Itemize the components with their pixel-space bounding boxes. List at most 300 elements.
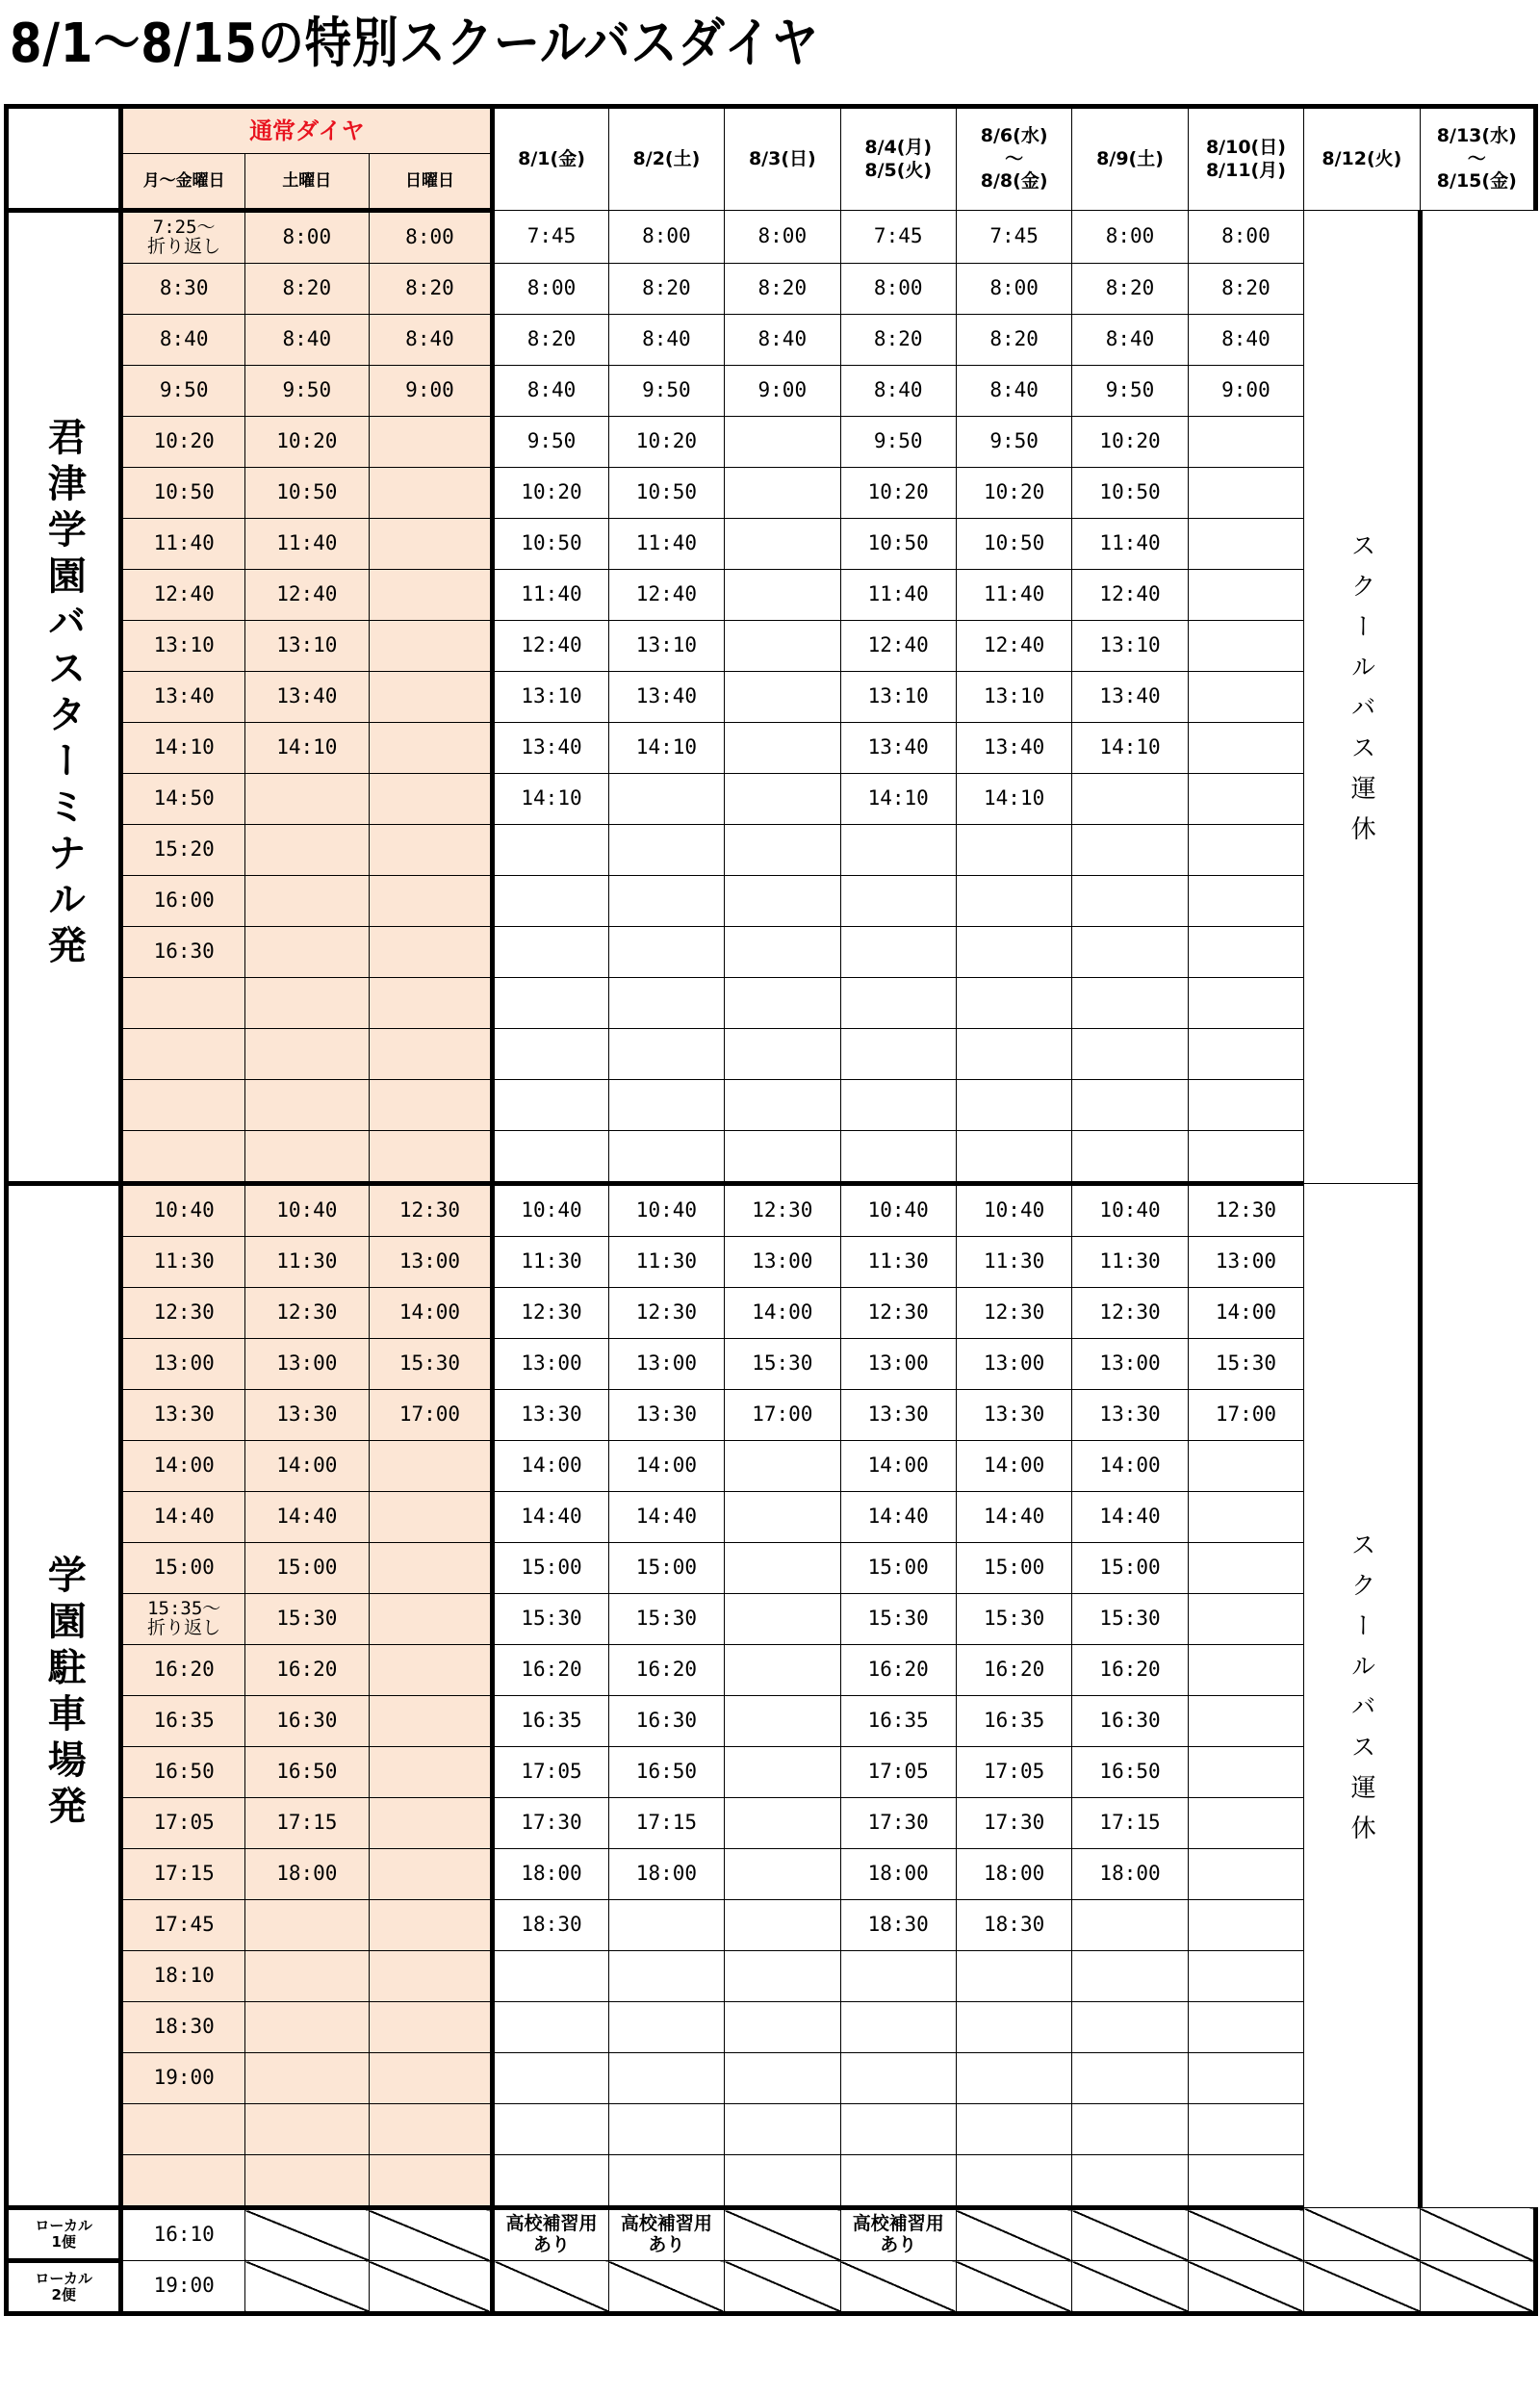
time-cell: 8:00 bbox=[956, 264, 1071, 315]
time-cell: 16:20 bbox=[840, 1645, 956, 1696]
time-cell: 12:40 bbox=[1072, 570, 1188, 621]
time-cell bbox=[369, 468, 493, 519]
time-cell: 10:50 bbox=[245, 468, 370, 519]
date-header: 8/2(土) bbox=[608, 107, 724, 211]
time-cell bbox=[840, 876, 956, 927]
time-cell bbox=[493, 2155, 608, 2208]
time-cell bbox=[369, 570, 493, 621]
time-cell bbox=[493, 2104, 608, 2155]
time-cell bbox=[725, 723, 840, 774]
time-cell: 17:45 bbox=[121, 1900, 245, 1951]
time-cell bbox=[369, 825, 493, 876]
time-cell: 11:40 bbox=[121, 519, 245, 570]
time-cell: 18:00 bbox=[608, 1849, 724, 1900]
time-cell bbox=[1188, 1747, 1303, 1798]
time-cell: 11:30 bbox=[608, 1237, 724, 1288]
time-cell: 15:20 bbox=[121, 825, 245, 876]
time-cell bbox=[608, 876, 724, 927]
time-cell bbox=[725, 468, 840, 519]
date-header: 8/12(火) bbox=[1304, 107, 1420, 211]
time-cell bbox=[608, 825, 724, 876]
time-cell: 16:35 bbox=[956, 1696, 1071, 1747]
time-cell bbox=[725, 1747, 840, 1798]
time-cell bbox=[245, 2155, 370, 2208]
time-cell bbox=[245, 1951, 370, 2002]
time-cell bbox=[369, 876, 493, 927]
normal-day-header: 月～金曜日 bbox=[121, 154, 245, 211]
suspended-note: スクールバス運休 bbox=[1304, 1184, 1420, 2208]
normal-day-header: 日曜日 bbox=[369, 154, 493, 211]
time-cell bbox=[956, 825, 1071, 876]
time-cell: 13:30 bbox=[840, 1390, 956, 1441]
time-cell bbox=[725, 978, 840, 1029]
time-cell: 8:00 bbox=[1072, 211, 1188, 264]
time-cell: 15:30 bbox=[493, 1594, 608, 1645]
time-cell bbox=[725, 2104, 840, 2155]
time-cell bbox=[840, 1029, 956, 1080]
time-cell bbox=[956, 927, 1071, 978]
time-cell: 15:00 bbox=[840, 1543, 956, 1594]
time-cell bbox=[369, 1798, 493, 1849]
time-cell: 10:40 bbox=[840, 1184, 956, 1237]
time-cell: 8:00 bbox=[608, 211, 724, 264]
time-cell bbox=[1188, 519, 1303, 570]
na-cell bbox=[369, 2261, 493, 2314]
time-cell: 17:30 bbox=[493, 1798, 608, 1849]
time-cell bbox=[121, 2155, 245, 2208]
time-cell bbox=[608, 774, 724, 825]
time-cell bbox=[608, 2104, 724, 2155]
time-cell bbox=[608, 1029, 724, 1080]
time-cell: 16:20 bbox=[608, 1645, 724, 1696]
time-cell bbox=[369, 519, 493, 570]
time-cell bbox=[245, 2002, 370, 2053]
time-cell: 10:20 bbox=[1072, 417, 1188, 468]
time-cell: 7:45 bbox=[840, 211, 956, 264]
time-cell bbox=[493, 2053, 608, 2104]
time-cell: 8:20 bbox=[956, 315, 1071, 366]
time-cell bbox=[608, 2002, 724, 2053]
time-cell: 15:00 bbox=[493, 1543, 608, 1594]
time-cell: 15:00 bbox=[1072, 1543, 1188, 1594]
time-cell: 10:20 bbox=[493, 468, 608, 519]
time-cell: 17:15 bbox=[608, 1798, 724, 1849]
time-cell: 14:00 bbox=[840, 1441, 956, 1492]
time-cell bbox=[493, 825, 608, 876]
date-header: 8/3(日) bbox=[725, 107, 840, 211]
time-cell: 17:05 bbox=[493, 1747, 608, 1798]
time-cell bbox=[245, 1080, 370, 1131]
local-note: 高校補習用 あり bbox=[493, 2208, 608, 2261]
time-cell bbox=[369, 1492, 493, 1543]
time-cell: 14:40 bbox=[956, 1492, 1071, 1543]
time-cell bbox=[1188, 1543, 1303, 1594]
time-cell: 13:10 bbox=[121, 621, 245, 672]
time-cell: 13:40 bbox=[956, 723, 1071, 774]
time-cell bbox=[956, 1080, 1071, 1131]
time-cell: 13:00 bbox=[725, 1237, 840, 1288]
time-cell: 8:40 bbox=[608, 315, 724, 366]
time-cell: 12:40 bbox=[121, 570, 245, 621]
time-cell bbox=[1188, 1492, 1303, 1543]
time-cell bbox=[725, 1492, 840, 1543]
time-cell: 12:30 bbox=[493, 1288, 608, 1339]
time-cell bbox=[369, 978, 493, 1029]
time-cell: 10:20 bbox=[956, 468, 1071, 519]
time-cell: 13:30 bbox=[1072, 1390, 1188, 1441]
time-cell: 10:40 bbox=[608, 1184, 724, 1237]
time-cell: 16:30 bbox=[121, 927, 245, 978]
time-cell: 15:30 bbox=[608, 1594, 724, 1645]
time-cell: 14:00 bbox=[245, 1441, 370, 1492]
time-cell bbox=[245, 876, 370, 927]
time-cell bbox=[725, 1029, 840, 1080]
time-cell bbox=[725, 2155, 840, 2208]
timetable bbox=[4, 104, 1538, 2316]
time-cell bbox=[608, 927, 724, 978]
time-cell: 8:00 bbox=[1188, 211, 1303, 264]
time-cell bbox=[369, 672, 493, 723]
time-cell: 18:00 bbox=[245, 1849, 370, 1900]
time-cell bbox=[725, 672, 840, 723]
time-cell: 16:20 bbox=[245, 1645, 370, 1696]
time-cell bbox=[1072, 2002, 1188, 2053]
time-cell: 16:50 bbox=[121, 1747, 245, 1798]
time-cell: 18:00 bbox=[493, 1849, 608, 1900]
time-cell bbox=[1072, 2155, 1188, 2208]
time-cell bbox=[369, 1029, 493, 1080]
time-cell: 15:00 bbox=[121, 1543, 245, 1594]
time-cell: 16:35 bbox=[840, 1696, 956, 1747]
time-cell bbox=[245, 774, 370, 825]
time-cell: 13:00 bbox=[608, 1339, 724, 1390]
time-cell: 13:40 bbox=[245, 672, 370, 723]
table-row bbox=[7, 1184, 1536, 1237]
time-cell: 13:30 bbox=[245, 1390, 370, 1441]
time-cell bbox=[840, 1131, 956, 1184]
time-cell bbox=[493, 876, 608, 927]
time-cell bbox=[725, 2002, 840, 2053]
local-note: 高校補習用 あり bbox=[608, 2208, 724, 2261]
na-cell bbox=[1188, 2261, 1303, 2314]
section-label: 学園駐車場発 bbox=[7, 1184, 121, 2208]
time-cell bbox=[369, 1543, 493, 1594]
time-cell bbox=[725, 1696, 840, 1747]
time-cell bbox=[1188, 1696, 1303, 1747]
time-cell bbox=[121, 1131, 245, 1184]
time-cell: 10:20 bbox=[245, 417, 370, 468]
time-cell bbox=[493, 927, 608, 978]
time-cell: 9:50 bbox=[121, 366, 245, 417]
time-cell bbox=[1188, 876, 1303, 927]
time-cell bbox=[245, 978, 370, 1029]
time-cell: 11:30 bbox=[840, 1237, 956, 1288]
time-cell: 13:40 bbox=[840, 723, 956, 774]
time-cell: 8:20 bbox=[1188, 264, 1303, 315]
time-cell bbox=[840, 978, 956, 1029]
time-cell: 14:00 bbox=[1188, 1288, 1303, 1339]
time-cell: 11:40 bbox=[956, 570, 1071, 621]
time-cell bbox=[369, 1696, 493, 1747]
time-cell bbox=[725, 1441, 840, 1492]
time-cell: 9:00 bbox=[369, 366, 493, 417]
time-cell bbox=[369, 1594, 493, 1645]
time-cell: 9:00 bbox=[725, 366, 840, 417]
time-cell bbox=[840, 927, 956, 978]
time-cell bbox=[608, 1900, 724, 1951]
date-header: 8/1(金) bbox=[493, 107, 608, 211]
time-cell: 16:20 bbox=[121, 1645, 245, 1696]
time-cell: 14:00 bbox=[956, 1441, 1071, 1492]
time-cell: 17:05 bbox=[956, 1747, 1071, 1798]
time-cell: 12:30 bbox=[245, 1288, 370, 1339]
time-cell bbox=[245, 825, 370, 876]
time-cell bbox=[1188, 1849, 1303, 1900]
date-header: 8/10(日) 8/11(月) bbox=[1188, 107, 1303, 211]
time-cell bbox=[245, 1900, 370, 1951]
time-cell bbox=[840, 825, 956, 876]
time-cell bbox=[369, 1900, 493, 1951]
time-cell bbox=[725, 927, 840, 978]
time-cell: 15:30 bbox=[1188, 1339, 1303, 1390]
time-cell: 15:30 bbox=[840, 1594, 956, 1645]
time-cell bbox=[608, 1080, 724, 1131]
time-cell: 12:40 bbox=[608, 570, 724, 621]
time-cell: 13:10 bbox=[493, 672, 608, 723]
time-cell: 12:30 bbox=[725, 1184, 840, 1237]
time-cell: 14:00 bbox=[369, 1288, 493, 1339]
na-cell bbox=[1420, 2261, 1535, 2314]
time-cell: 10:20 bbox=[608, 417, 724, 468]
na-cell bbox=[840, 2261, 956, 2314]
time-cell: 13:00 bbox=[1188, 1237, 1303, 1288]
time-cell: 13:00 bbox=[121, 1339, 245, 1390]
na-cell bbox=[1304, 2261, 1420, 2314]
time-cell bbox=[369, 2155, 493, 2208]
time-cell: 11:40 bbox=[608, 519, 724, 570]
na-cell bbox=[608, 2261, 724, 2314]
time-cell: 17:15 bbox=[245, 1798, 370, 1849]
time-cell: 18:30 bbox=[121, 2002, 245, 2053]
time-cell bbox=[1188, 927, 1303, 978]
time-cell: 16:50 bbox=[245, 1747, 370, 1798]
na-cell bbox=[1072, 2261, 1188, 2314]
time-cell bbox=[245, 2053, 370, 2104]
table-row bbox=[7, 211, 1536, 264]
time-cell bbox=[956, 2053, 1071, 2104]
local-time: 19:00 bbox=[121, 2261, 245, 2314]
time-cell bbox=[493, 978, 608, 1029]
time-cell bbox=[1072, 1951, 1188, 2002]
time-cell: 8:40 bbox=[725, 315, 840, 366]
time-cell: 17:30 bbox=[840, 1798, 956, 1849]
time-cell bbox=[493, 1131, 608, 1184]
time-cell bbox=[1188, 2104, 1303, 2155]
time-cell: 17:00 bbox=[1188, 1390, 1303, 1441]
time-cell: 14:50 bbox=[121, 774, 245, 825]
time-cell: 10:40 bbox=[1072, 1184, 1188, 1237]
time-cell: 8:00 bbox=[493, 264, 608, 315]
time-cell: 11:30 bbox=[245, 1237, 370, 1288]
time-cell bbox=[725, 519, 840, 570]
time-cell bbox=[369, 723, 493, 774]
time-cell: 15:30 bbox=[725, 1339, 840, 1390]
time-cell: 9:00 bbox=[1188, 366, 1303, 417]
time-cell bbox=[1072, 2104, 1188, 2155]
time-cell bbox=[840, 2053, 956, 2104]
time-cell bbox=[369, 1849, 493, 1900]
time-cell bbox=[1188, 1441, 1303, 1492]
time-cell: 7:45 bbox=[493, 211, 608, 264]
time-cell: 10:40 bbox=[245, 1184, 370, 1237]
time-cell: 13:40 bbox=[493, 723, 608, 774]
time-cell bbox=[1188, 2002, 1303, 2053]
time-cell bbox=[1188, 723, 1303, 774]
time-cell bbox=[1188, 570, 1303, 621]
time-cell: 8:40 bbox=[956, 366, 1071, 417]
time-cell: 12:30 bbox=[1072, 1288, 1188, 1339]
time-cell bbox=[369, 2002, 493, 2053]
na-cell bbox=[1420, 2208, 1535, 2261]
time-cell: 12:30 bbox=[369, 1184, 493, 1237]
time-cell: 14:10 bbox=[956, 774, 1071, 825]
time-cell: 16:35 bbox=[493, 1696, 608, 1747]
time-cell bbox=[608, 1951, 724, 2002]
time-cell: 18:00 bbox=[840, 1849, 956, 1900]
time-cell: 13:10 bbox=[956, 672, 1071, 723]
time-cell bbox=[369, 1080, 493, 1131]
time-cell bbox=[725, 570, 840, 621]
time-cell: 14:40 bbox=[840, 1492, 956, 1543]
time-cell: 12:40 bbox=[956, 621, 1071, 672]
time-cell: 13:00 bbox=[840, 1339, 956, 1390]
time-cell bbox=[725, 876, 840, 927]
time-cell: 8:40 bbox=[1072, 315, 1188, 366]
time-cell bbox=[493, 1029, 608, 1080]
time-cell: 10:40 bbox=[493, 1184, 608, 1237]
time-cell bbox=[493, 1080, 608, 1131]
time-cell: 8:40 bbox=[493, 366, 608, 417]
time-cell bbox=[245, 927, 370, 978]
time-cell: 8:00 bbox=[369, 211, 493, 264]
time-cell: 14:00 bbox=[121, 1441, 245, 1492]
time-cell: 18:00 bbox=[1072, 1849, 1188, 1900]
na-cell bbox=[245, 2261, 370, 2314]
na-cell bbox=[245, 2208, 370, 2261]
time-cell: 9:50 bbox=[1072, 366, 1188, 417]
time-cell bbox=[1072, 1029, 1188, 1080]
time-cell: 13:10 bbox=[840, 672, 956, 723]
local-row bbox=[7, 2261, 1536, 2314]
time-cell bbox=[1188, 825, 1303, 876]
time-cell: 17:00 bbox=[369, 1390, 493, 1441]
time-cell: 16:50 bbox=[608, 1747, 724, 1798]
time-cell bbox=[725, 1131, 840, 1184]
time-cell: 16:30 bbox=[245, 1696, 370, 1747]
page-title: 8/1～8/15の特別スクールバスダイヤ bbox=[10, 13, 819, 75]
na-cell bbox=[956, 2208, 1071, 2261]
time-cell bbox=[725, 774, 840, 825]
date-header: 8/6(水) ～ 8/8(金) bbox=[956, 107, 1071, 211]
time-cell: 8:40 bbox=[121, 315, 245, 366]
time-cell bbox=[725, 1849, 840, 1900]
time-cell: 7:25～ 折り返し bbox=[121, 211, 245, 264]
time-cell: 12:40 bbox=[840, 621, 956, 672]
time-cell bbox=[121, 1080, 245, 1131]
time-cell: 14:10 bbox=[1072, 723, 1188, 774]
time-cell: 13:40 bbox=[1072, 672, 1188, 723]
time-cell bbox=[1072, 1131, 1188, 1184]
na-cell bbox=[493, 2261, 608, 2314]
time-cell bbox=[1188, 1900, 1303, 1951]
time-cell: 17:30 bbox=[956, 1798, 1071, 1849]
time-cell: 9:50 bbox=[840, 417, 956, 468]
time-cell: 11:40 bbox=[840, 570, 956, 621]
time-cell: 12:40 bbox=[245, 570, 370, 621]
suspended-note: スクールバス運休 bbox=[1304, 211, 1420, 1184]
time-cell: 16:20 bbox=[1072, 1645, 1188, 1696]
time-cell: 12:40 bbox=[493, 621, 608, 672]
date-header: 8/4(月) 8/5(火) bbox=[840, 107, 956, 211]
time-cell bbox=[1188, 1131, 1303, 1184]
time-cell: 14:10 bbox=[245, 723, 370, 774]
time-cell: 14:00 bbox=[608, 1441, 724, 1492]
time-cell bbox=[1188, 2053, 1303, 2104]
time-cell: 10:50 bbox=[1072, 468, 1188, 519]
time-cell bbox=[369, 1441, 493, 1492]
time-cell bbox=[493, 1951, 608, 2002]
time-cell bbox=[725, 417, 840, 468]
time-cell bbox=[369, 621, 493, 672]
time-cell: 11:30 bbox=[1072, 1237, 1188, 1288]
time-cell: 10:20 bbox=[121, 417, 245, 468]
time-cell: 14:10 bbox=[608, 723, 724, 774]
time-cell bbox=[369, 1645, 493, 1696]
time-cell: 9:50 bbox=[608, 366, 724, 417]
time-cell bbox=[840, 2002, 956, 2053]
time-cell bbox=[1072, 2053, 1188, 2104]
time-cell bbox=[725, 1080, 840, 1131]
time-cell: 13:00 bbox=[1072, 1339, 1188, 1390]
time-cell: 13:00 bbox=[245, 1339, 370, 1390]
time-cell bbox=[725, 1951, 840, 2002]
time-cell bbox=[725, 1645, 840, 1696]
time-cell: 12:30 bbox=[840, 1288, 956, 1339]
time-cell bbox=[725, 2053, 840, 2104]
local-label: ローカル 2便 bbox=[7, 2261, 121, 2314]
time-cell: 8:00 bbox=[725, 211, 840, 264]
time-cell: 8:30 bbox=[121, 264, 245, 315]
time-cell bbox=[956, 1131, 1071, 1184]
na-cell bbox=[1072, 2208, 1188, 2261]
time-cell bbox=[369, 927, 493, 978]
time-cell: 13:00 bbox=[369, 1237, 493, 1288]
local-note: 高校補習用 あり bbox=[840, 2208, 956, 2261]
time-cell bbox=[121, 1029, 245, 1080]
time-cell: 16:30 bbox=[1072, 1696, 1188, 1747]
time-cell: 16:30 bbox=[608, 1696, 724, 1747]
time-cell: 13:10 bbox=[1072, 621, 1188, 672]
time-cell: 14:10 bbox=[840, 774, 956, 825]
time-cell: 11:30 bbox=[493, 1237, 608, 1288]
time-cell: 8:20 bbox=[493, 315, 608, 366]
time-cell bbox=[1072, 978, 1188, 1029]
time-cell bbox=[1072, 1080, 1188, 1131]
time-cell: 14:40 bbox=[608, 1492, 724, 1543]
time-cell: 18:10 bbox=[121, 1951, 245, 2002]
time-cell: 8:40 bbox=[840, 366, 956, 417]
time-cell bbox=[608, 978, 724, 1029]
